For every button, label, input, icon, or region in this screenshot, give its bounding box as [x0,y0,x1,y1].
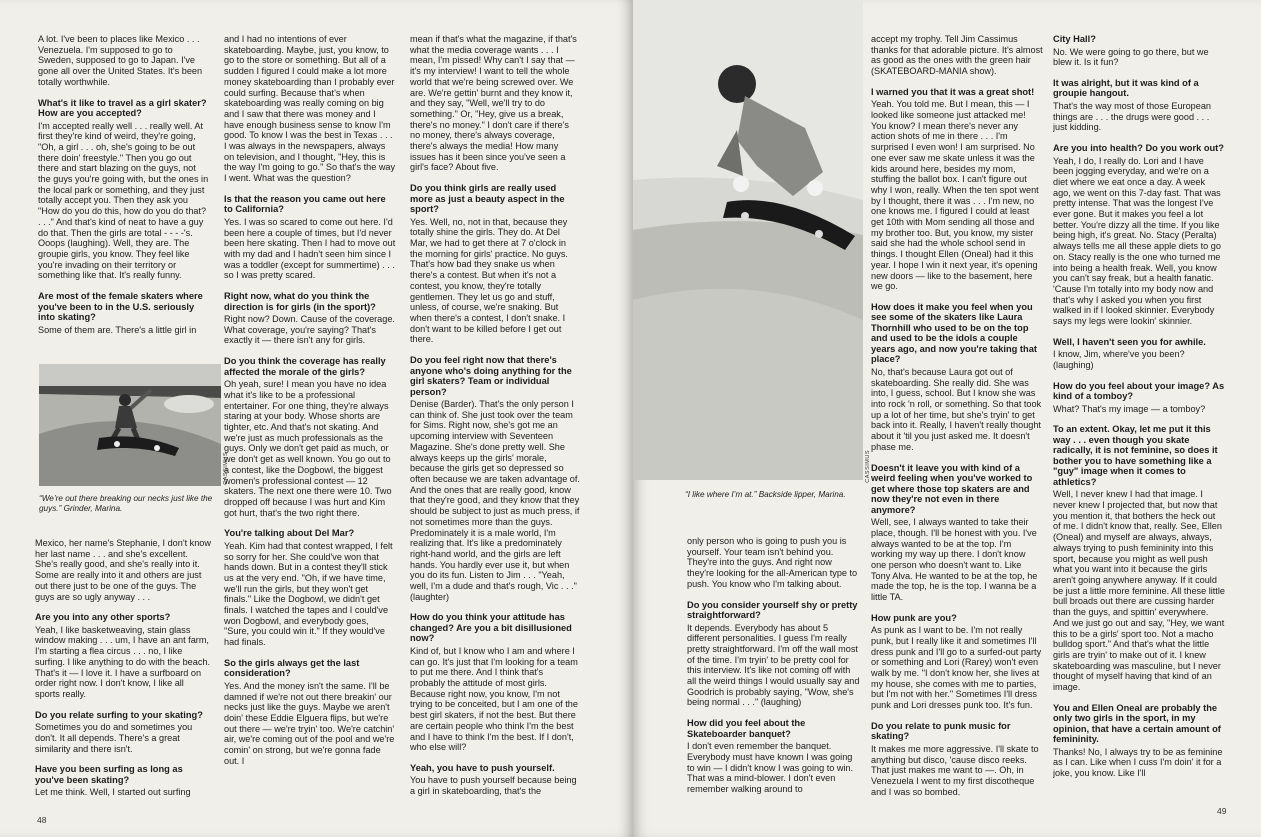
interview-question: Doesn't it leave you with kind of a weird feeling when you've worked to get where those top skaters are and now they're not even in there anymore? [871,462,1033,515]
interview-answer: I'm accepted really well . . . really well. At first they're kind of weird, they're going, "Oh, a girl . . . oh, she's going to be out there doin' freestyle." Then you go out there and start blazing on the guys, not the guys you're going with, but the ones in the local park or something, and they just totally accept you. Then they ask you "How do you do this, how do you do that? . . ." And that's kind of neat to have a guy do that. Then the girls are total - - - -'s. Ooops (laughing). Well, they are. The groupie girls, you know. They feel like you're invading on their territory or something like that. It's really funny. [38,120,209,281]
column-3 [410,34,580,814]
left-photo-caption: “We’re out there breaking our necks just like the guys.” Grinder, Marina. [39,494,213,513]
interview-question: Do you relate surfing to your skating? [35,709,203,720]
interview-answer: A lot. I've been to places like Mexico . . . Venezuela. I'm supposed to go to Sweden, supposed to go to Japan. I've gone all over the United States. It's been totally worthwhile. [38,34,203,87]
interview-question: You and Ellen Oneal are probably the only two girls in the sport, in my opinion, that have a certain amount of femininity. [1053,702,1221,745]
interview-answer: No, that's because Laura got out of skateboarding. She really did. She was into, I guess, school. But I know she was into rock 'n roll, or something. So that took up a lot of her time, but she's tryin' to get back into it. Really, I haven't really thought about it 'til you just asked me. It doesn't phase me. [871,366,1042,452]
interview-question: Do you feel right now that there's anyone who's doing anything for the girl skaters? Team or individual person? [410,355,572,397]
interview-answer: You have to push yourself because being a girl in skateboarding, that's the [410,775,577,797]
interview-question: How did you feel about the Skateboarder banquet? [687,718,806,739]
column-4 [687,536,861,826]
interview-answer: Yes. I was so scared to come out here. I'd been here a couple of times, but I'd never been here skating. Then I had to move out with my dad and I hadn't seen him since I was a toddler (except for summertime) . . . so I was pretty scared. [224,216,396,281]
interview-question: Well, I haven't seen you for awhile. [1053,336,1206,347]
interview-answer: Some of them are. There's a little girl in [38,324,197,335]
interview-question: To an extent. Okay, let me put it this way . . . even though you skate radically, it is not feminine, so does it bother you to have something like a "guy" image when it comes to athletics? [1053,424,1218,487]
interview-answer: It depends. Everybody has about 5 different personalities. I guess I'm really pretty straightforward. I'm off the wall most of the time. I'm tryin' to be pretty cool for this interview. It's like not coming off with all the weird things I would usually say and Goodrich is probably saying, "Wow, she's being normal . . ." (laughing) [687,622,860,708]
interview-question: Are you into any other sports? [35,612,171,623]
interview-answer: Well, see, I always wanted to take their place, though. I'll be honest with you. I've always wanted to be at the top. I'm working my way up there. I don't know one person who doesn't want to. Like Tony Alva. He wanted to be at the top, he made the top, he is the top. I wanna be a little TA. [871,517,1038,603]
interview-question: I warned you that it was a great shot! [871,86,1035,97]
column-6 [1053,34,1225,814]
interview-answer: That's the way most of those European things are . . . the drugs were good . . . just kidding. [1053,100,1211,133]
interview-answer: Yeah, I do, I really do. Lori and I have been jogging everyday, and we're on a diet where we eat once a day. A week ago, we went on this 7-day fast. That was pretty intense. That was the longest I've ever gone. But it makes you feel a lot better. You're dizzy all the time. If you like being high, it's great. No. Stacy (Peralta) always tells me all these apple diets to go on. Stacy really is the one who turned me into being a health freak. Well, you know you can't say freak, but a health fanatic. 'Cause I'm totally into my body now and that's why I asked you when you first walked in if I looked skinnier. Everybody says my legs were lookin' skinnier. [1053,155,1221,327]
interview-answer: only person who is going to push you is yourself. Your team isn't behind you. They're into the guys. And right now they're looking for the all-American type to push. You know who I'm talking about. [687,536,858,589]
interview-question: What's it like to travel as a girl skater? How are you accepted? [38,97,207,119]
grinder-photo [39,364,221,486]
interview-question: You're talking about Del Mar? [224,528,355,539]
interview-answer: I know, Jim, where've you been? (laughing) [1053,349,1185,370]
interview-answer: mean if that's what the magazine, if that's what the media coverage wants . . . I mean, I'm pissed! Why can't I say that — it's my interview! I want to tell the whole world that we're being screwed over. We are. We're gettin' burnt and they know it, and they say, "Well, we'll try to do something." Or, "Hey, give us a break, there's no money." I don't care if there's no money, there's always coverage, there's always the media! How many issues has it been since you've seen a girl's face? About five. [410,34,577,173]
interview-question: How does it make you feel when you see some of the skaters like Laura Thornhill who used to be on the top and used to be the idols a couple years ago, and now you're taking that place? [871,301,1037,365]
interview-answer: Mexico, her name's Stephanie, I don't know her last name . . . and she's excellent. She's really good, and she's really into it. Some are really into it and others are just out there just to be one of the guys. The guys are so ugly anyway . . . [35,538,211,602]
interview-answer: Yeah. Kim had that contest wrapped, I felt so sorry for her. She could've won that hands down. But in a contest they'll stick us at the very end. "Oh, if we have time, we'll run the girls, but they won't get finals." Like the Dogbowl, we didn't get finals. I watched the tapes and I could've won Dogbowl, and everybody goes, "Sure, you could win it." If they would've had finals. [224,540,393,648]
interview-answer: Yeah. You told me. But I mean, this — I looked like someone just attacked me! You know? I mean there's never any action shots of me in there . . . I'm surprised I even won! I am surprised. No one ever saw me skate unless it was the kids around here, besides my mom, stuffing the ballot box. I can't figure out why I won, really. When the ten spot went by I thought, there it was . . . I'm new, no one knows me. I figured I could at least get 10th with Mom sending all those and my brother too. But, you know, my sister said she had the whole school send in things. I thought Ellen (Oneal) had it this year. I hope I win it next year, it's opening new doors — like to the basement, here we go. [871,99,1039,292]
column-1-continued [35,538,211,814]
interview-question: Do you consider yourself shy or pretty straightforward? [687,599,858,621]
grinder-photo-image [39,364,221,486]
interview-question: It was alright, but it was kind of a groupie hangout. [1053,77,1199,99]
interview-question: Do you think the coverage has really affected the morale of the girls? [224,356,386,377]
right-page [633,0,1261,837]
interview-answer: Yeah, I like basketweaving, stain glass window making . . . um, I have an ant farm, I'm starting a flea circus . . . no, I like surfing. I like anything to do with the beach. That's it — I love it. I have a surfboard on order right now. I don't know, I like all sports really. [35,624,211,699]
interview-question: Are you into health? Do you work out? [1053,143,1224,154]
interview-answer: What? That's my image — a tomboy? [1053,403,1206,414]
left-photo-credit: CASSIMUS [223,452,229,485]
interview-answer: Kind of, but I know who I am and where I can go. It's just that I'm looking for a team to put me there. And I think that's probably the attitude of most girls. Because right now, you know, I'm not trying to be conceited, but I am one of the best girl skaters, if not the best. But there are certain people who think I'm the best and I have to think I'm the best. If I don't, who else will? [410,645,578,753]
interview-answer: Well, I never knew I had that image. I never knew I projected that, but now that you mention it, that bothers the heck out of me. I didn't know that, really. See, Ellen (Oneal) and myself are always, always, always trying to push femininity into this sport, because you might as well push what you want into it because the girls aren't going anywhere anyway. If it could be just a little more feminine. All these little bull broads out there are cussing harder than the guys, and spittin' everywhere. And we just go out and say, "Hey, we want this to be a girls' sport too. Not a macho bulldog sport." And that's what the little girls are tryin' to make out of it. I knew skateboarding was masculine, but I never thought of myself having that kind of an image. [1053,489,1225,693]
right-photo-caption: “I like where I’m at.” Backside lipper, Marina. [685,490,846,499]
interview-question: How do you feel about your image? As kind of a tomboy? [1053,380,1225,402]
interview-question: How do you think your attitude has changed? Are you a bit disillusioned now? [410,612,572,644]
interview-answer: Thanks! No, I always try to be as feminine as I can. Like when I cuss I'm doin' it for a joke, you know. Like I'll [1053,746,1223,779]
interview-answer: and I had no intentions of ever skateboarding. Maybe, just, you know, to go to the store or something. But all of a sudden I figured I could make a lot more money skateboarding than I probably ever could surfing. Because that's when skateboarding was really coming on big and I saw that there was money and I have enough business sense to know I'm good. To know I was the best in Texas . . . I was always in the newspapers, always on television, and I thought, "Hey, this is the way I'm going to go." So that's the way I went. What was the question? [224,34,396,184]
column-2 [224,34,396,814]
column-5 [871,34,1043,814]
backside-lipper-photo-image [633,0,863,480]
interview-answer: Sometimes you do and sometimes you don't. It all depends. There's a great similarity and there isn't. [35,722,193,754]
interview-answer: Oh yeah, sure! I mean you have no idea what it's like to be a professional entertainer. For one thing, they're always staring at your body. Whose shorts are tighter, etc. And that's not skating. And we're just as much professionals as the guys. Only we don't get paid as much, or we don't get as well known. You go out to a contest, like the Dogbowl, the biggest women's professional contest — 12 skaters. The next one there were 10. Two dropped off because I was hurt and Kim got hurt, that's the two right there. [224,379,392,518]
interview-question: Do you relate to punk music for skating? [871,720,1011,742]
interview-answer: Yes. Well, no, not in that, because they totally shine the girls. They do. At Del Mar, we had to get there at 7 o'clock in the morning for girls' practice. No guys. That's how bad they snake us when there's a contest. But when it's not a contest, you know, they're totally gentlemen. They let us go and stuff, unless, of course, we're snaking. But when there's a contest, I don't snake. I don't want to be killed before I get out there. [410,216,568,345]
interview-answer: Denise (Barder). That's the only person I can think of. She just took over the team for Sims. Right now, she's got me an upcoming interview with Seventeen Magazine. She's done pretty well. She always keeps up the girls' morale, because the girls get so depressed so often because we are taken advantage of. And the ones that are really good, know that they're good, and they know that they should be subject to just as much press, if not sometimes more than the guys. Predominately it is a male world, I'm realizing that. It's like a predominately right-hand world, and the girls are left hands. You hardly ever use it, but when you do its fun. Listen to Jim . . . "Yeah, well, I'm a dude and that's rough, Vic . . ." (laughter) [410,399,580,602]
interview-question: So the girls always get the last consideration? [224,657,360,679]
interview-question: Right now, what do you think the direction is for girls (in the sport)? [224,291,376,312]
interview-answer: Right now? Down. Cause of the coverage. What coverage, you're saying? That's exactly it — there isn't any for girls. [224,314,395,346]
interview-answer: No. We were going to go there, but we blew it. Is it fun? [1053,46,1209,68]
interview-question: Are most of the female skaters where you've been to in the U.S. seriously into skating? [38,291,203,323]
interview-answer: I don't even remember the banquet. Everybody must have known I was going to win — I didn't know I was going to win. That was a mind-blower. I don't even remember walking around to [687,741,854,794]
interview-question: Have you been surfing as long as you've been skating? [35,764,183,785]
interview-question: How punk are you? [871,612,957,623]
interview-question: Yeah, you have to push yourself. [410,762,555,773]
interview-answer: As punk as I want to be. I'm not really punk, but I really like it and sometimes I'll dress punk and I'll go to a surfed-out party or something and Lori (Rarey) won't even walk by me. "I don't know her, she lives at my house, she comes with me to parties, but I'm not with her." Sometimes I'll dress punk and Lori dresses punk too. It's fun. [871,625,1042,711]
column-1 [38,34,210,354]
right-page-number: 49 [1217,806,1227,816]
left-page-number: 48 [37,815,47,825]
backside-lipper-photo [633,0,863,480]
interview-answer: Let me think. Well, I started out surfing [35,787,191,798]
interview-question: City Hall? [1053,34,1096,44]
right-photo-credit: CASSIMUS [865,450,871,483]
interview-answer: accept my trophy. Tell Jim Cassimus thanks for that adorable picture. It's almost as good as the ones with the green hair (SKATEBOARD-MANIA show). [871,34,1043,77]
interview-question: Is that the reason you came out here to California? [224,193,386,215]
interview-question: Do you think girls are really used more as just a beauty aspect in the sport? [410,183,565,215]
interview-answer: It makes me more aggressive. I'll skate to anything but disco, 'cause disco reeks. That just makes me want to —. Oh, in Venezuela I went to my first discotheque and I was so bombed. [871,743,1039,797]
interview-answer: Yes. And the money isn't the same. I'll be damned if we're not out there breakin' our necks just like the guys. Maybe we aren't doin' these Eddie Elguera flips, but we're out there — we're tryin' too. We're catchin' air, we're coming out of the pool and we're comin' on strong, but we're gonna fade out. I [224,680,395,766]
